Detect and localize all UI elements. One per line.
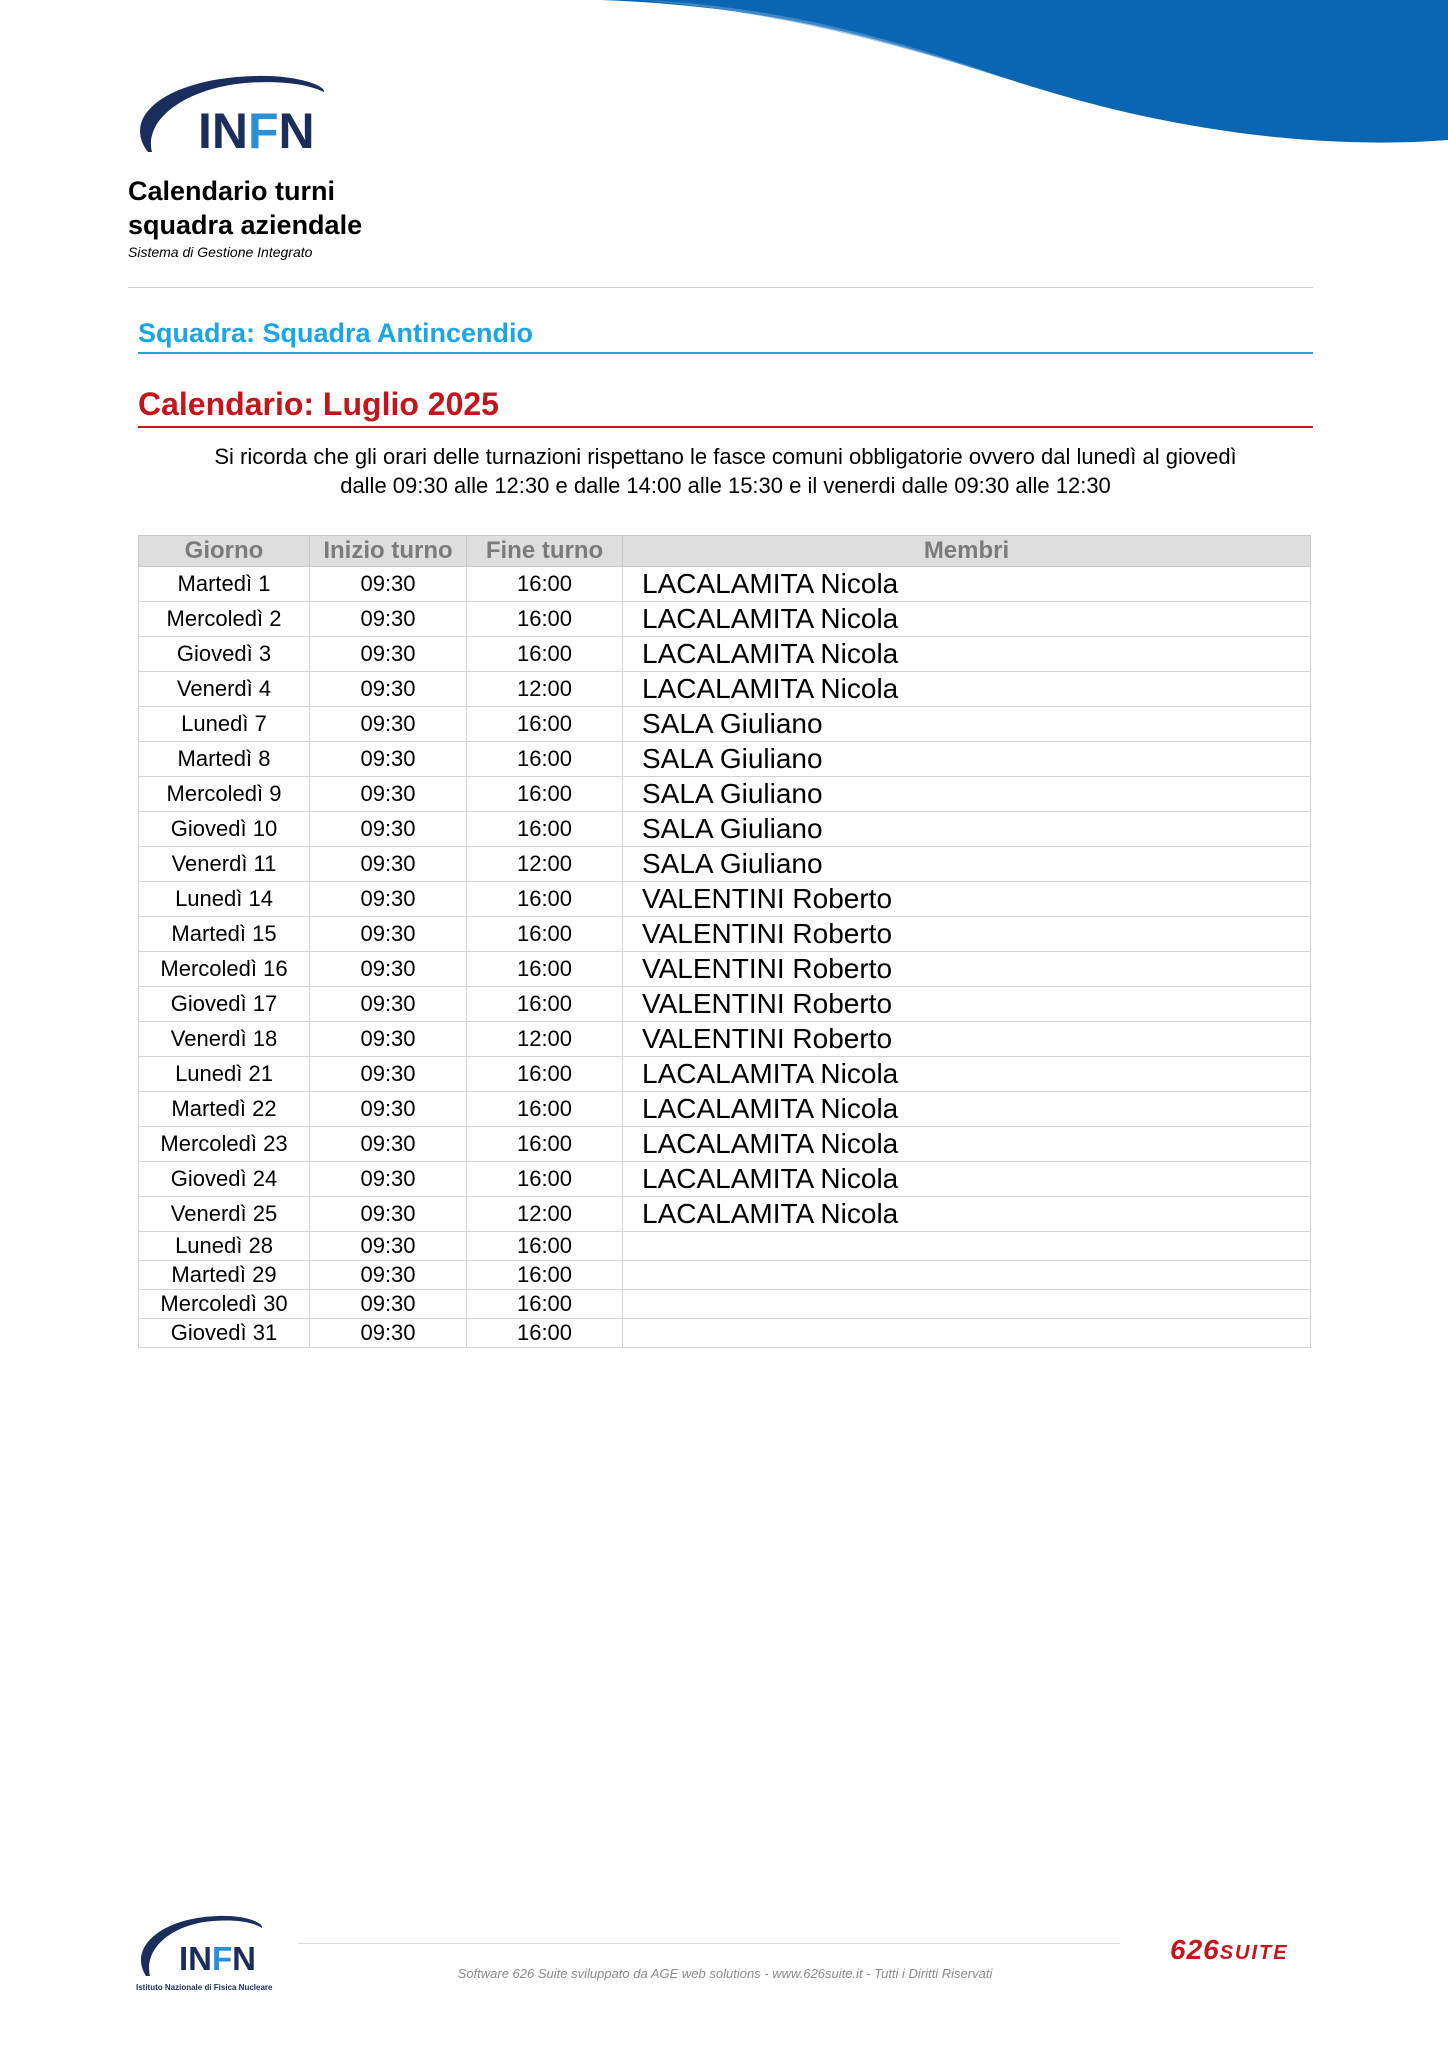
shift-table-header: [139, 536, 1311, 567]
end-time-cell: 12:00: [467, 1022, 623, 1057]
end-time-cell: 16:00: [467, 812, 623, 847]
shift-row: [139, 882, 1311, 917]
end-time-cell: 16:00: [467, 1057, 623, 1092]
footer-divider: [298, 1943, 1120, 1944]
day-cell: Lunedì 7: [139, 707, 310, 742]
team-heading: Squadra: Squadra Antincendio: [138, 318, 1313, 354]
day-cell: Giovedì 3: [139, 637, 310, 672]
schedule-note-line1: Si ricorda che gli orari delle turnazioni rispettano le fasce comuni obbligatorie ovvero dal lunedì al giovedì: [214, 444, 1237, 469]
members-cell: SALA Giuliano: [623, 742, 1311, 777]
shift-row: [139, 917, 1311, 952]
shift-row: [139, 1290, 1311, 1319]
document-header: [128, 174, 362, 260]
start-time-cell: 09:30: [310, 917, 467, 952]
start-time-cell: 09:30: [310, 952, 467, 987]
start-time-cell: 09:30: [310, 1092, 467, 1127]
day-cell: Lunedì 28: [139, 1232, 310, 1261]
start-time-cell: 09:30: [310, 1290, 467, 1319]
end-time-cell: 12:00: [467, 1197, 623, 1232]
start-time-cell: 09:30: [310, 1162, 467, 1197]
start-time-cell: 09:30: [310, 1022, 467, 1057]
members-cell: LACALAMITA Nicola: [623, 672, 1311, 707]
infn-logo: [128, 70, 328, 165]
members-cell: VALENTINI Roberto: [623, 952, 1311, 987]
footer-infn-logo: [134, 1912, 264, 1982]
members-cell: [623, 1232, 1311, 1261]
start-time-cell: 09:30: [310, 1319, 467, 1348]
shift-row: [139, 777, 1311, 812]
start-time-cell: 09:30: [310, 777, 467, 812]
schedule-note-line2: dalle 09:30 alle 12:30 e dalle 14:00 alle 15:30 e il venerdi dalle 09:30 alle 12:30: [340, 473, 1111, 498]
members-cell: [623, 1319, 1311, 1348]
column-header-end: Fine turno: [467, 536, 623, 567]
day-cell: Martedì 15: [139, 917, 310, 952]
members-cell: LACALAMITA Nicola: [623, 1162, 1311, 1197]
members-cell: SALA Giuliano: [623, 777, 1311, 812]
members-cell: LACALAMITA Nicola: [623, 1197, 1311, 1232]
column-header-members: Membri: [623, 536, 1311, 567]
day-cell: Venerdì 4: [139, 672, 310, 707]
end-time-cell: 16:00: [467, 987, 623, 1022]
shift-table: [138, 535, 1311, 1348]
end-time-cell: 16:00: [467, 1127, 623, 1162]
shift-row: [139, 707, 1311, 742]
end-time-cell: 16:00: [467, 1092, 623, 1127]
members-cell: LACALAMITA Nicola: [623, 567, 1311, 602]
end-time-cell: 16:00: [467, 917, 623, 952]
start-time-cell: 09:30: [310, 847, 467, 882]
members-cell: [623, 1290, 1311, 1319]
calendar-heading: Calendario: Luglio 2025: [138, 386, 1313, 428]
start-time-cell: 09:30: [310, 567, 467, 602]
start-time-cell: 09:30: [310, 987, 467, 1022]
shift-row: [139, 1057, 1311, 1092]
end-time-cell: 16:00: [467, 882, 623, 917]
column-header-start: Inizio turno: [310, 536, 467, 567]
day-cell: Giovedì 10: [139, 812, 310, 847]
day-cell: Giovedì 24: [139, 1162, 310, 1197]
members-cell: LACALAMITA Nicola: [623, 1057, 1311, 1092]
members-cell: LACALAMITA Nicola: [623, 1127, 1311, 1162]
start-time-cell: 09:30: [310, 637, 467, 672]
day-cell: Lunedì 14: [139, 882, 310, 917]
end-time-cell: 16:00: [467, 567, 623, 602]
shift-row: [139, 742, 1311, 777]
day-cell: Mercoledì 30: [139, 1290, 310, 1319]
day-cell: Giovedì 31: [139, 1319, 310, 1348]
footer-logo-caption: Istituto Nazionale di Fisica Nucleare: [136, 1983, 273, 1992]
day-cell: Martedì 8: [139, 742, 310, 777]
end-time-cell: 12:00: [467, 672, 623, 707]
members-cell: LACALAMITA Nicola: [623, 1092, 1311, 1127]
start-time-cell: 09:30: [310, 812, 467, 847]
document-subtitle: Sistema di Gestione Integrato: [128, 244, 313, 260]
626-suite-logo: [1170, 1934, 1289, 1966]
day-cell: Martedì 29: [139, 1261, 310, 1290]
column-header-day: Giorno: [139, 536, 310, 567]
shift-row: [139, 987, 1311, 1022]
day-cell: Mercoledì 16: [139, 952, 310, 987]
day-cell: Martedì 22: [139, 1092, 310, 1127]
members-cell: SALA Giuliano: [623, 847, 1311, 882]
day-cell: Venerdì 11: [139, 847, 310, 882]
members-cell: LACALAMITA Nicola: [623, 637, 1311, 672]
members-cell: VALENTINI Roberto: [623, 917, 1311, 952]
end-time-cell: 16:00: [467, 637, 623, 672]
start-time-cell: 09:30: [310, 1127, 467, 1162]
shift-row: [139, 1232, 1311, 1261]
shift-row: [139, 602, 1311, 637]
shift-row: [139, 672, 1311, 707]
shift-row: [139, 1261, 1311, 1290]
end-time-cell: 16:00: [467, 707, 623, 742]
end-time-cell: 16:00: [467, 742, 623, 777]
shift-row: [139, 637, 1311, 672]
end-time-cell: 16:00: [467, 1290, 623, 1319]
document-title-line1: Calendario turni: [128, 176, 336, 206]
shift-row: [139, 567, 1311, 602]
suite-logo-number: 626: [1170, 1934, 1220, 1965]
start-time-cell: 09:30: [310, 602, 467, 637]
end-time-cell: 16:00: [467, 1261, 623, 1290]
day-cell: Venerdì 18: [139, 1022, 310, 1057]
end-time-cell: 16:00: [467, 1232, 623, 1261]
start-time-cell: 09:30: [310, 672, 467, 707]
shift-row: [139, 1022, 1311, 1057]
shift-row: [139, 847, 1311, 882]
start-time-cell: 09:30: [310, 1232, 467, 1261]
start-time-cell: 09:30: [310, 742, 467, 777]
members-cell: VALENTINI Roberto: [623, 987, 1311, 1022]
shift-row: [139, 1319, 1311, 1348]
members-cell: SALA Giuliano: [623, 812, 1311, 847]
end-time-cell: 12:00: [467, 847, 623, 882]
start-time-cell: 09:30: [310, 1057, 467, 1092]
day-cell: Martedì 1: [139, 567, 310, 602]
day-cell: Venerdì 25: [139, 1197, 310, 1232]
suite-logo-word: SUITE: [1219, 1942, 1289, 1964]
start-time-cell: 09:30: [310, 1261, 467, 1290]
shift-row: [139, 1127, 1311, 1162]
members-cell: LACALAMITA Nicola: [623, 602, 1311, 637]
members-cell: [623, 1261, 1311, 1290]
footer-infn-logo-text: INFN: [179, 1940, 257, 1977]
shift-row: [139, 812, 1311, 847]
end-time-cell: 16:00: [467, 1319, 623, 1348]
day-cell: Mercoledì 2: [139, 602, 310, 637]
footer-credits: Software 626 Suite sviluppato da AGE web solutions - www.626suite.it - Tutti i Diritti Riservati: [457, 1966, 993, 1981]
shift-row: [139, 952, 1311, 987]
shift-row: [139, 1162, 1311, 1197]
day-cell: Mercoledì 23: [139, 1127, 310, 1162]
members-cell: VALENTINI Roberto: [623, 1022, 1311, 1057]
end-time-cell: 16:00: [467, 952, 623, 987]
schedule-note: [138, 442, 1313, 500]
members-cell: SALA Giuliano: [623, 707, 1311, 742]
day-cell: Lunedì 21: [139, 1057, 310, 1092]
end-time-cell: 16:00: [467, 777, 623, 812]
document-title-line2: squadra aziendale: [128, 210, 363, 240]
shift-table-body: [139, 567, 1311, 1348]
end-time-cell: 16:00: [467, 602, 623, 637]
shift-row: [139, 1197, 1311, 1232]
start-time-cell: 09:30: [310, 882, 467, 917]
shift-row: [139, 1092, 1311, 1127]
end-time-cell: 16:00: [467, 1162, 623, 1197]
start-time-cell: 09:30: [310, 1197, 467, 1232]
infn-logo-text: INFN: [198, 103, 315, 159]
header-divider: [128, 287, 1313, 288]
members-cell: VALENTINI Roberto: [623, 882, 1311, 917]
day-cell: Mercoledì 9: [139, 777, 310, 812]
start-time-cell: 09:30: [310, 707, 467, 742]
day-cell: Giovedì 17: [139, 987, 310, 1022]
